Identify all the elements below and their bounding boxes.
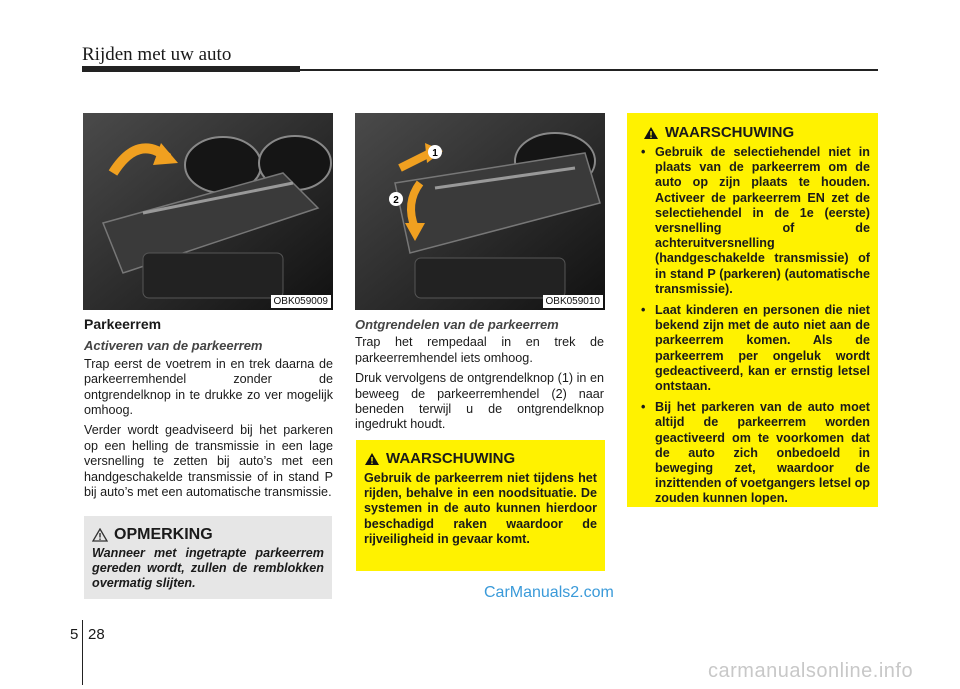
note-text: Wanneer met ingetrapte parkeerrem gereden wordt, zullen de remblokken overmatig slijten.: [92, 546, 324, 590]
warning-text: Gebruik de parkeerrem niet tijdens het rijden, behalve in een noodsituatie. De systemen in de auto kunnen hierdoor beschadigd raken waardoor de rijveiligheid in gevaar komt.: [364, 471, 597, 546]
warning-title: WAARSCHUWING: [386, 450, 516, 467]
image-code: OBK059010: [543, 295, 604, 308]
parking-brake-apply-photo: [83, 113, 333, 310]
subheading: Ontgrendelen van de parkeerrem: [355, 317, 559, 332]
watermark-link[interactable]: CarManuals2.com: [484, 584, 614, 601]
page-header-title: Rijden met uw auto: [82, 44, 232, 65]
warning-triangle-icon: [364, 452, 380, 466]
warning-item: • Laat kinderen en personen die niet bekend zijn met de auto niet aan de parkeerrem komen. Als de parkeerrem per ongeluk wordt gedeactiveerd, kan er ernstig letsel ontstaan.: [635, 303, 870, 394]
header-rule: [82, 66, 300, 72]
warning-box-right: [627, 113, 878, 507]
paragraph: Trap eerst de voetrem in en trek daarna de parkeerremhendel zonder de ontgrendelknop in te drukke zo ver mogelijk omhoog.: [84, 356, 333, 418]
watermark-text: carmanualsonline.info: [708, 660, 914, 682]
warning-triangle-icon: [643, 126, 659, 140]
middle-column: [355, 317, 604, 438]
paragraph: Druk vervolgens de ontgrendelknop (1) in en beweeg de parkeerremhendel (2) naar beneden terwijl u de ontgrendelknop ingedrukt houdt.: [355, 371, 604, 432]
paragraph: Trap het rempedaal in en trek de parkeerremhendel iets omhoog.: [355, 335, 604, 365]
warning-box-middle: [356, 440, 605, 571]
console-illustration: [83, 113, 333, 310]
warning-item: • Gebruik de selectiehendel niet in plaats van de parkeerrem om de auto op zijn plaats te houden. Activeer de parkeerrem EN zet de selectiehendel in de 1e (eerste) versnelling of de achteruitversnelling (handgeschakelde transmissie) of in stand P (parkeren) (automatische transmissie).: [635, 145, 870, 297]
warning-title: WAARSCHUWING: [665, 124, 795, 141]
paragraph: Verder wordt geadviseerd bij het parkeren op een helling de transmissie in een lage versnelling te zetten bij auto’s met een handgeschakelde transmissie of in stand P bij auto’s met een automatische transmissie.: [84, 423, 333, 500]
page-number: 28: [88, 626, 105, 643]
image-code: OBK059009: [271, 295, 332, 308]
warning-list: [635, 145, 870, 507]
callout-1-label: 1: [432, 148, 438, 159]
header-rule-thin: [300, 69, 878, 71]
section-number: 5: [70, 626, 79, 643]
note-box: [84, 516, 332, 599]
console-illustration-release: [355, 113, 605, 310]
caution-triangle-icon: [92, 528, 108, 542]
subheading: Activeren van de parkeerrem: [84, 338, 263, 354]
warning-item: • Bij het parkeren van de auto moet altijd de parkeerrem worden geactiveerd om te voorkomen dat de auto zich onbedoeld in beweging zet, waardoor de inzittenden of voetgangers letsel op zouden kunnen lopen.: [635, 400, 870, 506]
left-column: [84, 317, 333, 505]
note-title: OPMERKING: [114, 526, 213, 543]
parking-brake-release-photo: [355, 113, 605, 310]
footer-divider: [82, 620, 83, 685]
section-heading: Parkeerrem: [84, 316, 162, 332]
callout-2-label: 2: [393, 195, 399, 206]
